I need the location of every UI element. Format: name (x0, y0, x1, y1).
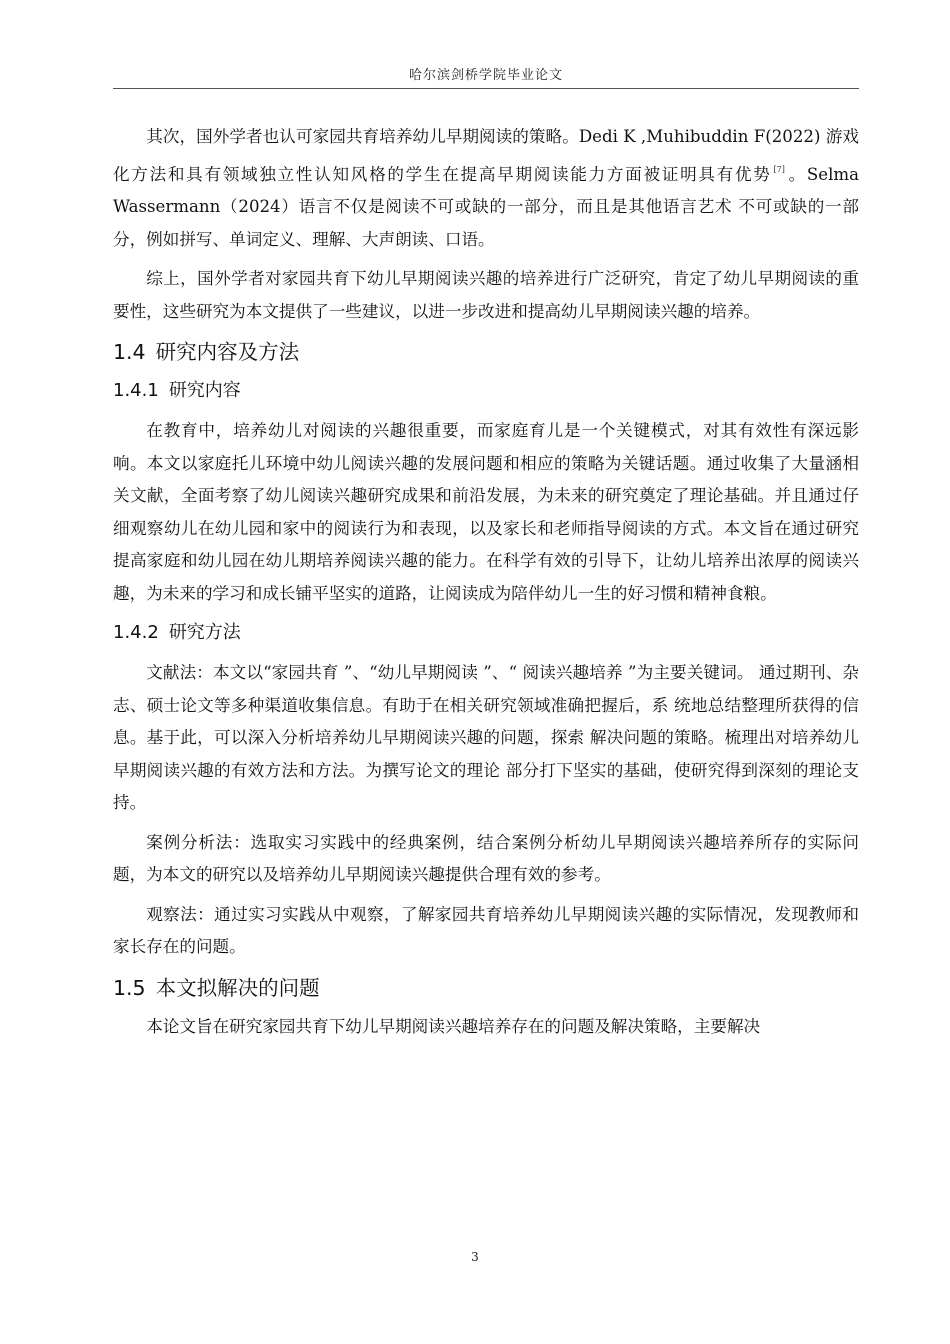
paragraph-foreign-strategy (113, 121, 859, 256)
section-title: 本文拟解决的问题 (155, 975, 320, 1000)
paragraph-research-content: 在教育中，培养幼儿对阅读的兴趣很重要，而家庭育儿是一个关键模式，对其有效性有深远影响。本文以家庭托儿环境中幼儿阅读兴趣的发展问题和相应的策略为关键话题。通过收集了大量涵相关文献，全面考察了幼儿阅读兴趣研究成果和前沿发展，为未来的研究奠定了理论基础。并且通过仔细观察幼儿在幼儿园和家中的阅读行为和表现，以及家长和老师指导阅读的方式。本文旨在通过研究提高家庭和幼儿园在幼儿期培养阅读兴趣的能力。在科学有效的引导下，让幼儿培养出浓厚的阅读兴趣，为未来的学习和成长铺平坚实的道路，让阅读成为陪伴幼儿一生的好习惯和精神食粮。 (113, 421, 859, 603)
section-heading-1-4-2 (113, 617, 859, 649)
paragraph-problems: 本论文旨在研究家园共育下幼儿早期阅读兴趣培养存在的问题及解决策略，主要解决 (146, 1016, 761, 1036)
section-number: 1.4.2 (113, 622, 159, 643)
page-number: 3 (471, 1250, 479, 1264)
section-number: 1.4.1 (113, 380, 159, 401)
running-header: 哈尔滨剑桥学院毕业论文 (408, 68, 563, 83)
paragraph-text: 。Selma Wassermann（2024）语言不仅是阅读不可或缺的一部分，而且是其他语言艺术 不可或缺的一部分，例如拼写、单词定义、理解、大声朗读、口语。 (113, 164, 860, 249)
paragraph-summary: 综上，国外学者对家园共育下幼儿早期阅读兴趣的培养进行广泛研究，肯定了幼儿早期阅读的重要性，这些研究为本文提供了一些建议，以进一步改进和提高幼儿早期阅读兴趣的培养。 (113, 269, 859, 321)
paragraph-observation-method: 观察法：通过实习实践从中观察，了解家园共育培养幼儿早期阅读兴趣的实际情况，发现教师和家长存在的问题。 (113, 904, 859, 956)
section-number: 1.5 (113, 975, 146, 1000)
page-body (113, 121, 859, 1050)
section-title: 研究方法 (168, 622, 241, 643)
section-title: 研究内容及方法 (155, 340, 300, 364)
section-title: 研究内容 (168, 380, 241, 401)
paragraph-case-method: 案例分析法：选取实习实践中的经典案例，结合案例分析幼儿早期阅读兴趣培养所存的实际问题，为本文的研究以及培养幼儿早期阅读兴趣提供合理有效的参考。 (113, 832, 859, 884)
paragraph-text: 其次，国外学者也认可家园共育培养幼儿早期阅读的策略。Dedi K ,Muhibuddin F(2022) 游戏化方法和具有领域独立性认知风格的学生在提高早期阅读能力方面被证明具有优势 (113, 127, 859, 184)
section-heading-1-4 (113, 335, 859, 369)
paragraph-literature-method: 文献法：本文以“家园共育 ”、“幼儿早期阅读 ”、“ 阅读兴趣培养 ”为主要关键词。 通过期刊、杂志、硕士论文等多种渠道收集信息。有助于在相关研究领域准确把握后，系 统地总结整理所获得的信息。基于此，可以深入分析培养幼儿早期阅读兴趣的问题，探索 解决问题的策略。梳理出对培养幼儿早期阅读兴趣的有效方法和方法。为撰写论文的理论 部分打下坚实的基础，使研究得到深刻的理论支持。 (113, 663, 859, 812)
citation-marker: [7] (773, 164, 785, 174)
section-number: 1.4 (113, 340, 146, 364)
section-heading-1-5 (113, 971, 859, 1005)
header-rule (113, 88, 859, 89)
section-heading-1-4-1 (113, 375, 859, 407)
